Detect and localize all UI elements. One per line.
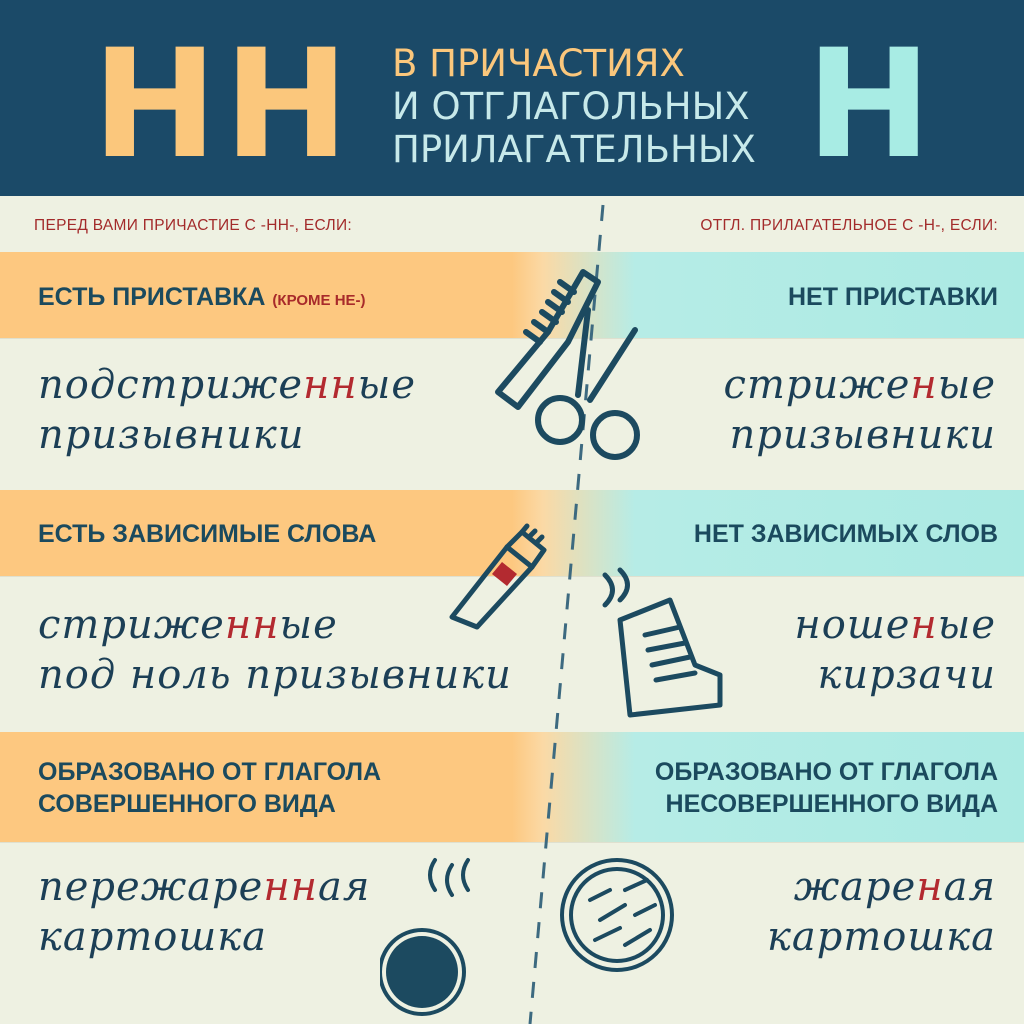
rule-3-left-line-2: СОВЕРШЕННОГО ВИДА	[38, 790, 336, 818]
rule-3-right-line-1: ОБРАЗОВАНО ОТ ГЛАГОЛА	[654, 758, 998, 786]
single-n-title: Н	[806, 18, 932, 192]
rule-2-right: НЕТ ЗАВИСИМЫХ СЛОВ	[693, 520, 998, 548]
pan-potato-icon	[555, 850, 685, 980]
example-1-left-line-1: подстриженные	[38, 362, 416, 408]
example-2-right-line-1: ношеные	[794, 602, 996, 648]
rule-1-left-text: ЕСТЬ ПРИСТАВКА	[38, 283, 266, 311]
header-title-line-2: И ОТГЛАГОЛЬНЫХ	[392, 85, 750, 128]
rule-3-left-line-1: ОБРАЗОВАНО ОТ ГЛАГОЛА	[38, 758, 382, 786]
example-3-right-line-2: картошка	[767, 914, 996, 960]
boot-icon	[590, 565, 740, 725]
double-n-title: НН	[92, 18, 356, 192]
subhead-adjective: ОТГЛ. ПРИЛАГАТЕЛЬНОЕ С -Н-, ЕСЛИ:	[700, 217, 998, 234]
example-3-left-line-2: картошка	[38, 914, 267, 960]
example-3-right-line-1: жареная	[793, 864, 996, 910]
header-title-line-3: ПРИЛАГАТЕЛЬНЫХ	[392, 128, 756, 171]
example-3-left-line-1: пережаренная	[38, 864, 371, 910]
example-2-left-line-1: стриженные	[38, 602, 338, 648]
header-title-line-1: В ПРИЧАСТИЯХ	[392, 42, 685, 85]
example-1-left-line-2: призывники	[38, 412, 305, 458]
rule-1-left-note: (КРОМЕ НЕ-)	[272, 292, 366, 309]
scissors-icon	[520, 300, 650, 470]
example-2-left-line-2: под ноль призывники	[38, 652, 512, 698]
pan-fried-potato-icon	[380, 850, 500, 1020]
example-1-right-line-1: стриженые	[723, 362, 996, 408]
hair-clipper-icon	[432, 522, 552, 632]
subhead-participle: ПЕРЕД ВАМИ ПРИЧАСТИЕ С -НН-, ЕСЛИ:	[34, 217, 353, 234]
example-2-right-line-2: кирзачи	[817, 652, 996, 698]
rule-1-right: НЕТ ПРИСТАВКИ	[787, 283, 998, 311]
example-1-right-line-2: призывники	[729, 412, 996, 458]
rule-3-right-line-2: НЕСОВЕРШЕННОГО ВИДА	[665, 790, 998, 818]
rule-2-left: ЕСТЬ ЗАВИСИМЫЕ СЛОВА	[38, 520, 377, 548]
